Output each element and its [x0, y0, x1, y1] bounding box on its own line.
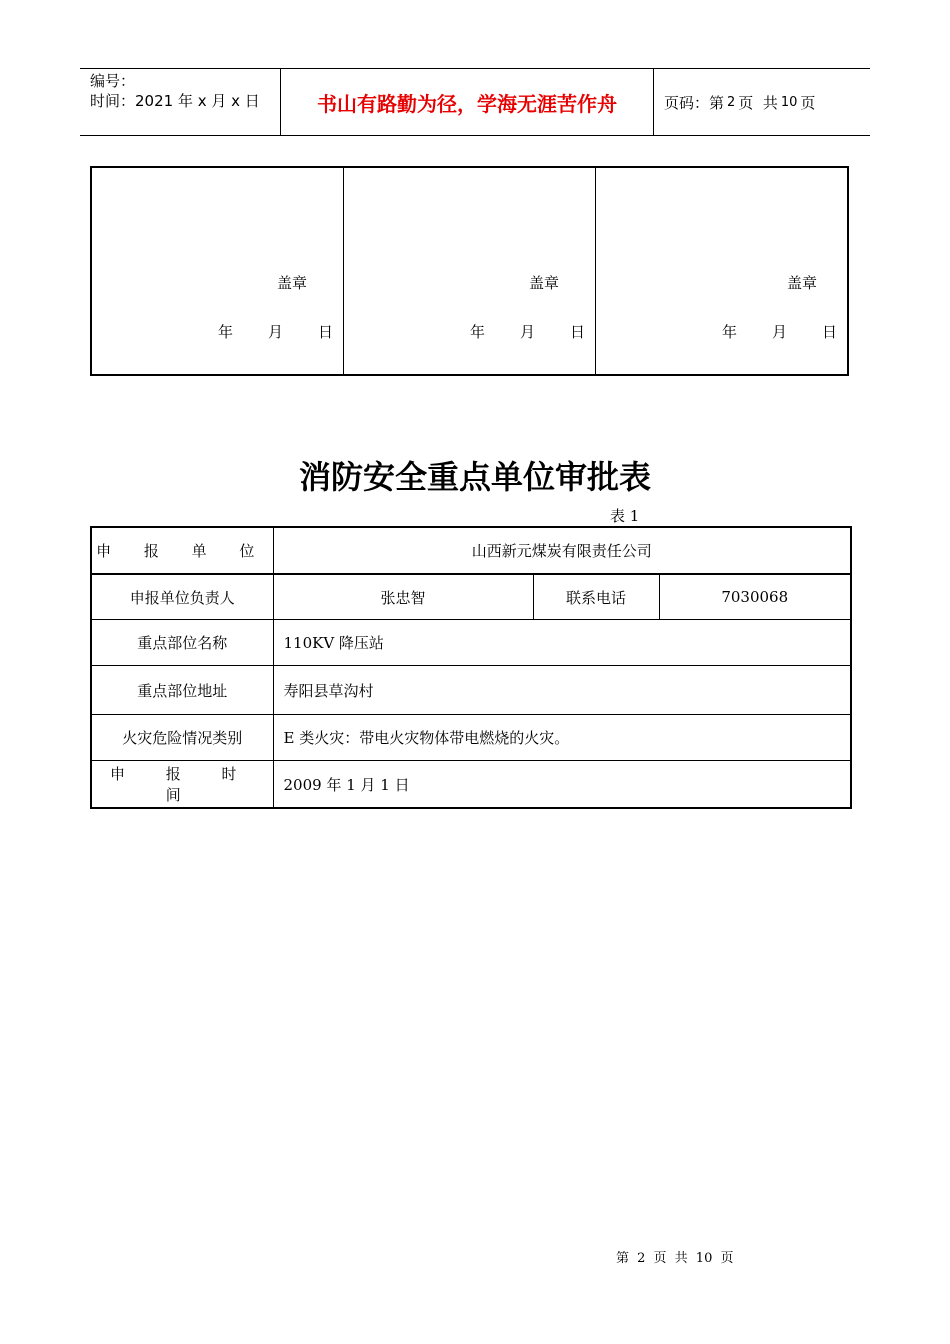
table-row: [91, 761, 851, 809]
page-code-num: 2: [727, 94, 736, 110]
part-name-label: 重点部位名称: [91, 620, 273, 666]
header-motto: 书山有路勤为径，学海无涯苦作舟: [281, 69, 654, 135]
approval-table: [90, 526, 852, 809]
page-code-suffix: 页: [800, 93, 816, 112]
seal-cell-1: [92, 168, 344, 374]
part-addr-value: 寿阳县草沟村: [273, 666, 851, 715]
serial-label: 编号：: [90, 72, 136, 90]
fire-risk-value: E 类火灾：带电火灾物体带电燃烧的火灾。: [273, 715, 851, 761]
seal-date: [687, 321, 837, 342]
table-row: [91, 574, 851, 620]
part-addr-label: 重点部位地址: [91, 666, 273, 715]
seal-cell-2: [344, 168, 596, 374]
seal-date: [183, 321, 333, 342]
date-year: 年: [721, 323, 737, 341]
seal-cell-3: [596, 168, 847, 374]
apply-time-label: 申 报 时 间: [91, 761, 273, 809]
applicant-value: 山西新元煤炭有限责任公司: [273, 527, 851, 574]
header-left-cell: [80, 69, 281, 135]
seal-date: [435, 321, 585, 342]
time-text: 时间：2021 年 x 月 x 日: [90, 92, 260, 110]
phone-value: 7030068: [659, 574, 851, 620]
table-row: [91, 527, 851, 574]
page-code-mid: 页 共: [738, 93, 778, 112]
table-row: [91, 666, 851, 715]
page-footer: 第 2 页 共 10 页: [616, 1251, 734, 1266]
date-day: 日: [821, 323, 837, 341]
seal-table: [90, 166, 849, 376]
date-year: 年: [217, 323, 233, 341]
date-day: 日: [569, 323, 585, 341]
stamp-label: 盖章: [528, 274, 559, 292]
form-title: 消防安全重点单位审批表: [298, 458, 651, 496]
table-row: [91, 715, 851, 761]
apply-time-value: 2009 年 1 月 1 日: [273, 761, 851, 809]
page-header: [80, 68, 870, 136]
table-number: 表 1: [610, 507, 640, 525]
date-month: 月: [771, 323, 787, 341]
date-day: 日: [317, 323, 333, 341]
leader-label: 申报单位负责人: [91, 574, 273, 620]
header-page-code: [654, 69, 870, 135]
stamp-label: 盖章: [786, 274, 817, 292]
phone-label: 联系电话: [533, 574, 659, 620]
page-code-total: 10: [780, 94, 798, 110]
table-row: [91, 620, 851, 666]
fire-risk-label: 火灾危险情况类别: [91, 715, 273, 761]
stamp-label: 盖章: [276, 274, 307, 292]
page-code-prefix: 页码：第: [664, 93, 725, 112]
applicant-label: 申 报 单 位: [91, 527, 273, 574]
leader-value: 张忠智: [273, 574, 533, 620]
date-year: 年: [469, 323, 485, 341]
date-month: 月: [267, 323, 283, 341]
date-month: 月: [519, 323, 535, 341]
part-name-value: 110KV 降压站: [273, 620, 851, 666]
